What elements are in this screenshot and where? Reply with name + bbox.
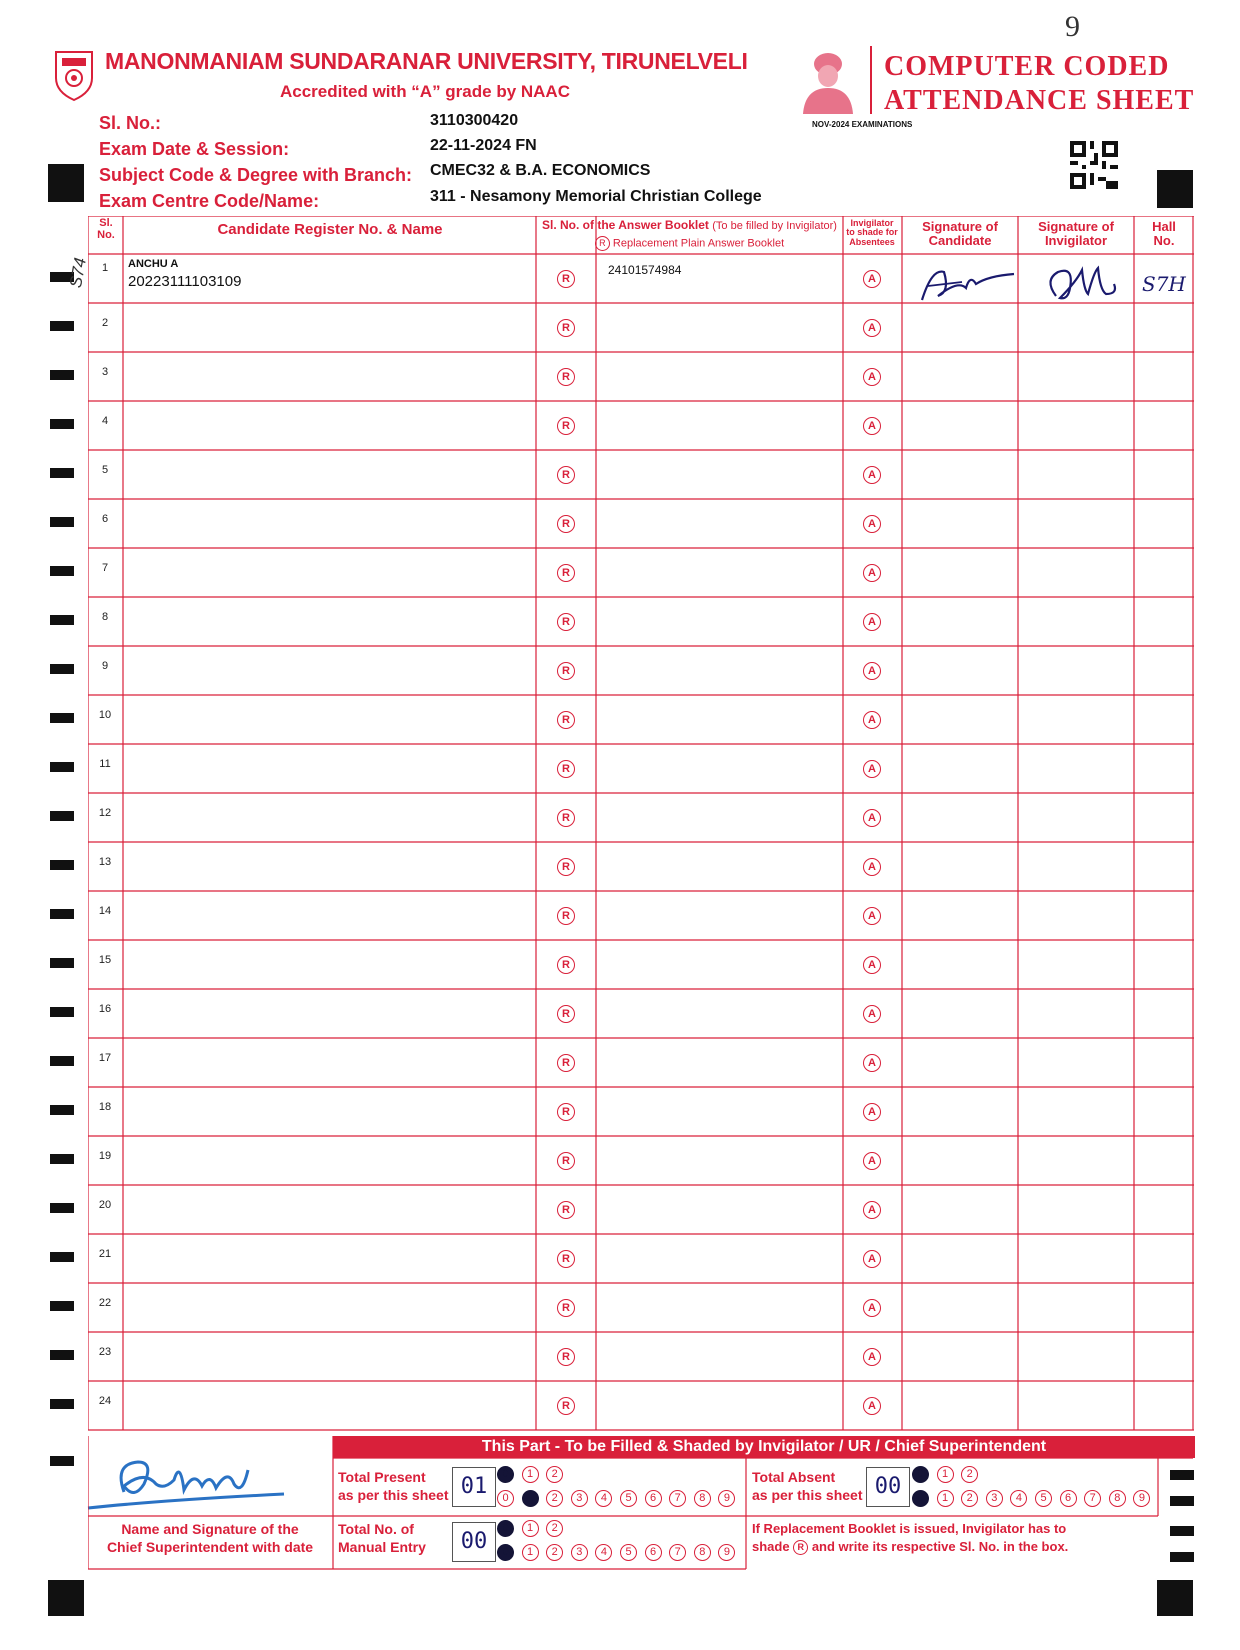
col-sig-cand-line1: Signature of: [922, 219, 998, 234]
manual-units-bubble[interactable]: 2: [546, 1544, 563, 1561]
absent-bubble[interactable]: A: [863, 1397, 881, 1415]
absent-bubble[interactable]: A: [863, 466, 881, 484]
timing-mark: [50, 762, 74, 772]
absent-bubble[interactable]: A: [863, 368, 881, 386]
col-booklet: [537, 219, 842, 251]
present-units-bubble[interactable]: 8: [694, 1490, 711, 1507]
replacement-bubble[interactable]: R: [557, 1054, 575, 1072]
replacement-bubble[interactable]: R: [557, 466, 575, 484]
replacement-bubble[interactable]: R: [557, 1250, 575, 1268]
replacement-bubble[interactable]: R: [557, 417, 575, 435]
row-number: 1: [101, 262, 109, 274]
registration-mark: [48, 1580, 84, 1616]
row-number: 4: [101, 415, 109, 427]
candidate-signature: [918, 262, 1018, 306]
row-number: 6: [101, 513, 109, 525]
present-units-bubble[interactable]: 2: [546, 1490, 563, 1507]
absent-bubble[interactable]: A: [863, 270, 881, 288]
col-booklet-replacement: [537, 236, 842, 251]
row-number: 11: [99, 758, 111, 770]
timing-mark: [50, 713, 74, 723]
present-units-bubble[interactable]: 4: [595, 1490, 612, 1507]
present-tens-bubble[interactable]: 0: [497, 1466, 514, 1483]
timing-mark: [50, 419, 74, 429]
manual-tens-bubble[interactable]: 0: [497, 1520, 514, 1537]
university-logo: [52, 48, 96, 104]
absent-bubble[interactable]: A: [863, 1103, 881, 1121]
sheet-title: [884, 50, 1194, 118]
margin-note: S74: [66, 256, 90, 290]
col-sig-cand-line2: Candidate: [928, 232, 992, 248]
attendance-table-grid: [88, 216, 1194, 1436]
replacement-bubble[interactable]: R: [557, 270, 575, 288]
centre-label: Exam Centre Code/Name:: [99, 191, 320, 211]
col-invig-line2: to shade for: [846, 227, 898, 238]
replacement-bubble[interactable]: R: [557, 907, 575, 925]
absent-bubble[interactable]: A: [863, 613, 881, 631]
registration-mark: [1157, 1580, 1193, 1616]
replacement-bubble[interactable]: R: [557, 613, 575, 631]
exam-tag: NOV-2024 EXAMINATIONS: [812, 120, 913, 129]
manual-units-bubble[interactable]: 0: [497, 1544, 514, 1561]
row-number: 2: [101, 317, 109, 329]
col-candidate-signature: [902, 220, 1018, 247]
timing-mark: [50, 370, 74, 380]
manual-units-bubble[interactable]: 8: [694, 1544, 711, 1561]
row-number: 8: [101, 611, 109, 623]
manual-entry-line1: Total No. of: [338, 1521, 414, 1537]
replacement-bubble[interactable]: R: [557, 858, 575, 876]
col-invig-line1: Invigilator: [850, 218, 894, 228]
present-units-bubble[interactable]: 5: [620, 1490, 637, 1507]
timing-mark: [50, 1456, 74, 1466]
timing-mark: [50, 1154, 74, 1164]
replacement-bubble[interactable]: R: [557, 956, 575, 974]
absent-units-bubble[interactable]: 9: [1133, 1490, 1150, 1507]
absent-units-bubble[interactable]: 4: [1010, 1490, 1027, 1507]
col-invig-line3: Absentees: [849, 236, 895, 247]
timing-mark: [50, 517, 74, 527]
centre-value: 311 - Nesamony Memorial Christian College: [430, 188, 762, 205]
timing-mark: [50, 1350, 74, 1360]
absent-bubble[interactable]: A: [863, 1201, 881, 1219]
footer-grid: [88, 1436, 1194, 1570]
present-units-bubble[interactable]: 9: [718, 1490, 735, 1507]
absent-tens-bubble[interactable]: 1: [937, 1466, 954, 1483]
absent-bubble[interactable]: A: [863, 1348, 881, 1366]
accreditation: Accredited with “A” grade by NAAC: [280, 82, 570, 101]
total-present-box[interactable]: 01: [452, 1467, 496, 1507]
row-number: 9: [101, 660, 109, 672]
timing-mark: [50, 1301, 74, 1311]
absent-bubble[interactable]: A: [863, 907, 881, 925]
absent-units-bubble[interactable]: 8: [1109, 1490, 1126, 1507]
absent-bubble[interactable]: A: [863, 1054, 881, 1072]
subject-label: Subject Code & Degree with Branch:: [99, 165, 413, 185]
row-number: 7: [101, 562, 109, 574]
total-present-line1: Total Present: [338, 1469, 426, 1485]
row-number: 16: [98, 1003, 112, 1015]
absent-bubble[interactable]: A: [863, 711, 881, 729]
qr-code: [1070, 140, 1118, 190]
absent-bubble[interactable]: A: [863, 417, 881, 435]
chief-label-line1: Name and Signature of the: [121, 1521, 299, 1537]
col-sig-inv-line2: Invigilator: [1044, 232, 1108, 248]
manual-units-bubble[interactable]: 3: [571, 1544, 588, 1561]
absent-bubble[interactable]: A: [863, 1299, 881, 1317]
total-absent-line2: as per this sheet: [752, 1487, 863, 1503]
absent-bubble[interactable]: A: [863, 319, 881, 337]
answer-booklet-no: 24101574984: [608, 263, 682, 277]
manual-units-bubble[interactable]: 1: [522, 1544, 539, 1561]
title-divider: [870, 46, 872, 114]
replacement-bubble[interactable]: R: [557, 662, 575, 680]
manual-entry-box[interactable]: 00: [452, 1522, 496, 1562]
manual-units-bubble[interactable]: 7: [669, 1544, 686, 1561]
replacement-bubble[interactable]: R: [557, 1348, 575, 1366]
replacement-bubble[interactable]: R: [557, 1201, 575, 1219]
absent-bubble[interactable]: A: [863, 662, 881, 680]
replacement-bubble[interactable]: R: [557, 1299, 575, 1317]
replacement-bubble[interactable]: R: [557, 1103, 575, 1121]
timing-mark: [50, 1399, 74, 1409]
row-number: 17: [98, 1052, 112, 1064]
row-number: 20: [98, 1199, 112, 1211]
replacement-bubble[interactable]: R: [557, 515, 575, 533]
replacement-bubble[interactable]: R: [557, 809, 575, 827]
sheet-title-line1: COMPUTER CODED: [884, 51, 1170, 82]
absent-tens-bubble[interactable]: 2: [961, 1466, 978, 1483]
absent-units-bubble[interactable]: 7: [1084, 1490, 1101, 1507]
absent-units-bubble[interactable]: 2: [961, 1490, 978, 1507]
timing-mark: [50, 566, 74, 576]
row-number: 22: [98, 1297, 112, 1309]
col-hall-line2: No.: [1153, 232, 1175, 248]
total-absent-box[interactable]: 00: [866, 1467, 910, 1507]
manual-units-bubble[interactable]: 4: [595, 1544, 612, 1561]
replacement-note-r-symbol: R: [793, 1540, 808, 1555]
absent-bubble[interactable]: A: [863, 760, 881, 778]
col-invigilator-signature: [1018, 220, 1134, 247]
present-units-bubble[interactable]: 6: [645, 1490, 662, 1507]
replacement-note-shade: shade: [752, 1539, 790, 1554]
timing-mark: [50, 1105, 74, 1115]
absent-bubble[interactable]: A: [863, 956, 881, 974]
row-number: 14: [98, 905, 112, 917]
timing-mark: [50, 1252, 74, 1262]
registration-mark: [1157, 170, 1193, 208]
present-units-bubble[interactable]: 1: [522, 1490, 539, 1507]
founder-portrait: [795, 46, 861, 114]
timing-mark: [50, 1007, 74, 1017]
present-tens-bubble[interactable]: 1: [522, 1466, 539, 1483]
replacement-bubble[interactable]: R: [557, 564, 575, 582]
exam-date-label: Exam Date & Session:: [99, 139, 290, 159]
absent-tens-bubble[interactable]: 0: [912, 1466, 929, 1483]
col-sl-no-line1: Sl.: [99, 217, 113, 229]
candidate-name: ANCHU A: [128, 258, 179, 270]
row-number: 23: [98, 1346, 112, 1358]
replacement-bubble[interactable]: R: [557, 1152, 575, 1170]
exam-date-value: 22-11-2024 FN: [430, 137, 537, 154]
col-booklet-note: (To be filled by Invigilator): [712, 220, 837, 232]
absent-units-bubble[interactable]: 0: [912, 1490, 929, 1507]
candidate-register-no: 20223111103109: [128, 273, 242, 290]
absent-units-bubble[interactable]: 1: [937, 1490, 954, 1507]
replacement-r-symbol: R: [595, 236, 610, 251]
sl-no-value: 3110300420: [430, 112, 519, 129]
row-number: 12: [98, 807, 112, 819]
sl-no-label: Sl. No.:: [99, 113, 161, 133]
col-booklet-line1: Sl. No. of the Answer Booklet: [542, 218, 709, 232]
replacement-bubble[interactable]: R: [557, 760, 575, 778]
row-number: 10: [98, 709, 112, 721]
timing-mark: [50, 615, 74, 625]
total-present-line2: as per this sheet: [338, 1487, 449, 1503]
replacement-bubble[interactable]: R: [557, 711, 575, 729]
manual-tens-bubble[interactable]: 2: [546, 1520, 563, 1537]
sheet-title-line2: ATTENDANCE SHEET: [884, 85, 1195, 116]
replacement-note-rest: and write its respective Sl. No. in the box.: [811, 1539, 1069, 1554]
replacement-bubble[interactable]: R: [557, 1005, 575, 1023]
university-name: MANONMANIAM SUNDARANAR UNIVERSITY, TIRUNELVELI: [105, 48, 748, 74]
col-hall-no: [1134, 220, 1194, 247]
present-units-bubble[interactable]: 3: [571, 1490, 588, 1507]
timing-mark: [50, 860, 74, 870]
col-invigilator-absent: [843, 219, 901, 247]
absent-bubble[interactable]: A: [863, 858, 881, 876]
present-units-bubble[interactable]: 0: [497, 1490, 514, 1507]
row-number: 13: [98, 856, 112, 868]
col-sl-no-line2: No.: [97, 228, 115, 241]
absent-bubble[interactable]: A: [863, 1152, 881, 1170]
manual-units-bubble[interactable]: 5: [620, 1544, 637, 1561]
chief-label-line2: Chief Superintendent with date: [106, 1539, 314, 1555]
replacement-bubble[interactable]: R: [557, 368, 575, 386]
timing-mark: [50, 811, 74, 821]
absent-bubble[interactable]: A: [863, 515, 881, 533]
manual-units-bubble[interactable]: 6: [645, 1544, 662, 1561]
row-number: 3: [101, 366, 109, 378]
col-hall-line1: Hall: [1152, 219, 1176, 234]
col-booklet-line2: Replacement Plain Answer Booklet: [612, 236, 785, 249]
row-number: 18: [98, 1101, 112, 1113]
absent-bubble[interactable]: A: [863, 1250, 881, 1268]
subject-value: CMEC32 & B.A. ECONOMICS: [430, 162, 651, 179]
absent-bubble[interactable]: A: [863, 1005, 881, 1023]
col-sig-inv-line1: Signature of: [1038, 219, 1114, 234]
col-candidate: Candidate Register No. & Name: [217, 221, 443, 238]
manual-tens-bubble[interactable]: 1: [522, 1520, 539, 1537]
timing-mark: [50, 1056, 74, 1066]
timing-mark: [50, 909, 74, 919]
footer-banner: This Part - To be Filled & Shaded by Invigilator / UR / Chief Superintendent: [333, 1436, 1195, 1458]
row-number: 19: [98, 1150, 112, 1162]
absent-units-bubble[interactable]: 3: [986, 1490, 1003, 1507]
absent-units-bubble[interactable]: 6: [1060, 1490, 1077, 1507]
timing-mark: [50, 664, 74, 674]
row-number: 15: [98, 954, 112, 966]
timing-mark: [50, 321, 74, 331]
absent-bubble[interactable]: A: [863, 564, 881, 582]
manual-units-bubble[interactable]: 9: [718, 1544, 735, 1561]
timing-mark: [50, 1203, 74, 1213]
invigilator-signature: [1040, 260, 1120, 306]
hall-no-value: S7H: [1142, 272, 1186, 296]
row-number: 5: [101, 464, 109, 476]
timing-mark: [50, 958, 74, 968]
absent-units-bubble[interactable]: 5: [1035, 1490, 1052, 1507]
present-tens-bubble[interactable]: 2: [546, 1466, 563, 1483]
replacement-note-line1: If Replacement Booklet is issued, Invigilator has to: [752, 1521, 1067, 1536]
replacement-bubble[interactable]: R: [557, 319, 575, 337]
row-number: 21: [98, 1248, 112, 1260]
total-absent-line1: Total Absent: [752, 1469, 836, 1485]
absent-bubble[interactable]: A: [863, 809, 881, 827]
page-number: 9: [1065, 10, 1080, 43]
manual-entry-line2: Manual Entry: [338, 1539, 426, 1555]
registration-mark: [48, 164, 84, 202]
timing-mark: [50, 468, 74, 478]
row-number: 24: [98, 1395, 112, 1407]
col-sl-no: [90, 218, 122, 241]
replacement-bubble[interactable]: R: [557, 1397, 575, 1415]
present-units-bubble[interactable]: 7: [669, 1490, 686, 1507]
